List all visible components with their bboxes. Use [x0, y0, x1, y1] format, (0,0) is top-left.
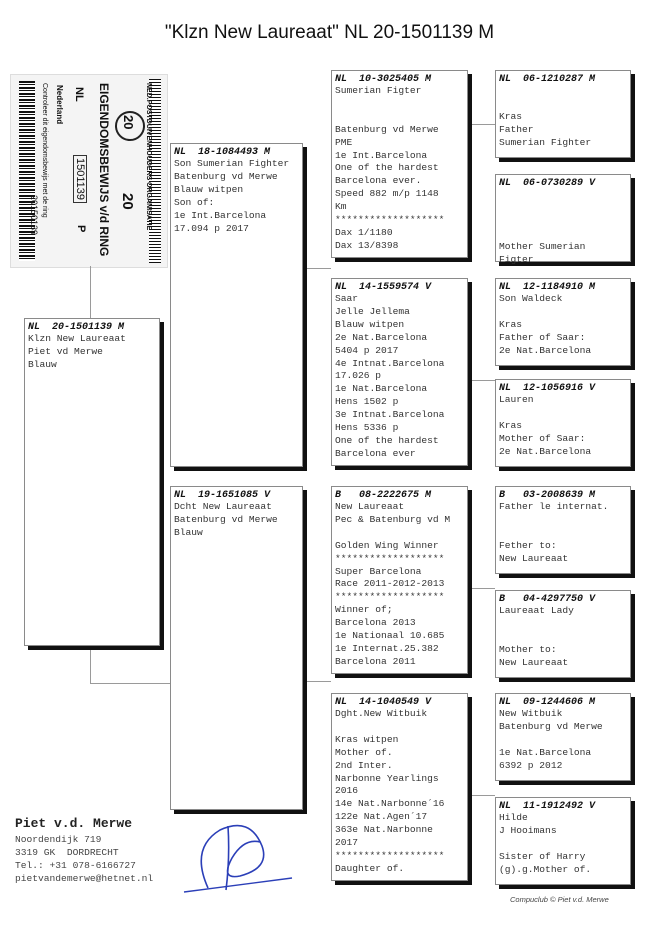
connector-line — [466, 795, 495, 796]
box-line: (g).g.Mother of. — [499, 863, 592, 875]
box-line: Dax 13/8398 — [335, 239, 399, 251]
card-serial: 20150139 — [29, 195, 39, 236]
box-lines — [496, 293, 630, 358]
box-line: Batenburg vd Merwe — [174, 170, 278, 182]
box-line: Narbonne Yearlings — [335, 772, 439, 784]
box-lines — [332, 708, 467, 876]
pedigree-box-sire — [170, 143, 303, 467]
box-line — [499, 514, 630, 527]
box-line: Son of: — [174, 196, 215, 208]
box-line: Blauw — [28, 358, 57, 370]
box-line: 5404 p 2017 — [335, 344, 399, 356]
box-line: 3e Intnat.Barcelona — [335, 409, 445, 421]
box-line: Mother of. — [335, 746, 393, 758]
box-line — [499, 228, 630, 241]
box-line: Father le internat. — [499, 501, 609, 512]
owner-name: Piet v.d. Merwe — [15, 816, 133, 831]
box-line — [499, 306, 630, 319]
card-year: 20 — [121, 115, 136, 130]
box-lines — [25, 333, 159, 372]
box-line: Figter — [499, 253, 534, 265]
box-lines — [332, 85, 467, 253]
box-line: 4e Intnat.Barcelona — [335, 357, 445, 369]
box-line: PME — [335, 136, 353, 148]
pedigree-box-dam — [170, 486, 303, 810]
box-line — [499, 98, 630, 111]
box-line: Batenburg vd Merwe — [174, 513, 278, 525]
pedigree-box-sire-dam — [331, 278, 468, 466]
pedigree-box-sss — [495, 70, 631, 158]
box-line: Father — [499, 123, 534, 135]
box-line: Sister of Harry — [499, 850, 586, 862]
box-lines — [171, 158, 302, 235]
box-line — [499, 189, 630, 202]
box-line: Son Waldeck — [499, 293, 563, 304]
box-line: 122e Nat.Agen´17 — [335, 811, 428, 823]
box-line — [335, 721, 467, 734]
card-ring-number: 1501139 — [73, 155, 87, 203]
ring-number: NL 14-1559574 V — [335, 282, 432, 293]
box-line: 1e Int.Barcelona — [174, 209, 267, 221]
pedigree-box-subject — [24, 318, 160, 646]
box-line: ******************* — [335, 552, 445, 564]
pedigree-title: "Klzn New Laureaat" NL 20-1501139 M — [164, 22, 495, 43]
box-line: Km — [335, 201, 347, 213]
box-line: Mother of Saar: — [499, 432, 586, 444]
box-lines — [332, 501, 467, 669]
card-heading: EIGENDOMSBEWIJS v/d RING — [97, 83, 111, 257]
box-line: ******************* — [335, 849, 445, 861]
ring-number: B 03-2008639 M — [499, 490, 596, 501]
pedigree-box-dss — [495, 486, 631, 574]
ring-number: NL 09-1244606 M — [499, 697, 596, 708]
box-line: 1e Nationaal 10.685 — [335, 630, 445, 642]
box-line: Speed 882 m/p 1148 — [335, 188, 439, 200]
box-line — [499, 215, 630, 228]
box-line: 2e Nat.Barcelona — [335, 331, 428, 343]
box-line: Kras — [499, 318, 523, 330]
box-line: Barcelona ever — [335, 447, 416, 459]
pedigree-box-sire-sire — [331, 70, 468, 258]
box-line: 17.094 p 2017 — [174, 222, 249, 234]
box-line: Barcelona 2013 — [335, 617, 416, 629]
box-line: 2017 — [335, 837, 359, 849]
box-line: Fether to: — [499, 539, 557, 551]
box-line: Lauren — [499, 394, 534, 405]
box-line: Father of Saar: — [499, 331, 586, 343]
box-lines — [496, 812, 630, 877]
box-line: Jelle Jellema — [335, 305, 410, 317]
box-lines — [496, 605, 630, 670]
ring-certificate-card — [10, 74, 168, 268]
box-line: 17.026 p — [335, 370, 382, 382]
signature-graphic — [180, 818, 300, 898]
box-line: Sumerian Figter — [335, 85, 422, 96]
box-line: One of the hardest — [335, 162, 439, 174]
connector-line — [466, 124, 495, 125]
box-line — [499, 407, 630, 420]
connector-line — [90, 266, 91, 318]
connector-line — [301, 268, 331, 269]
ring-number: NL 18-1084493 M — [174, 147, 271, 158]
box-line: Dght.New Witbuik — [335, 708, 428, 719]
box-line: New Laureaat — [335, 501, 405, 512]
box-line: Klzn New Laureaat — [28, 333, 126, 344]
box-line: Mother Sumerian — [499, 240, 586, 252]
box-lines — [496, 189, 630, 266]
box-lines — [496, 501, 630, 566]
owner-street: Noordendijk 719 — [15, 834, 102, 845]
card-year-large: 20 — [119, 193, 136, 210]
ring-number: NL 12-1056916 V — [499, 383, 596, 394]
card-country: Nederland — [55, 85, 64, 125]
ring-number: NL 11-1912492 V — [499, 801, 596, 812]
box-lines — [332, 293, 467, 461]
card-small-text: Controleer dit eigendomsbewijs met de ring — [41, 83, 48, 218]
box-line: Dcht New Laureaat — [174, 501, 272, 512]
box-line: Super Barcelona — [335, 565, 422, 577]
box-line: ******************* — [335, 591, 445, 603]
box-line: J Hooimans — [499, 824, 557, 836]
pedigree-box-ddd — [495, 797, 631, 885]
connector-line — [90, 647, 91, 683]
box-line: 1e Nat.Barcelona — [335, 383, 428, 395]
ring-number: NL 20-1501139 M — [28, 322, 125, 333]
ring-number: NL 14-1040549 V — [335, 697, 432, 708]
box-line: 1e Internat.25.382 — [335, 642, 439, 654]
box-line: Kras — [499, 419, 523, 431]
pedigree-box-dam-dam — [331, 693, 468, 881]
box-line: 6392 p 2012 — [499, 759, 563, 771]
box-line: Golden Wing Winner — [335, 539, 439, 551]
connector-line — [466, 380, 495, 381]
box-line — [335, 98, 467, 111]
copyright-text: Compuclub © Piet v.d. Merwe — [510, 895, 609, 904]
box-line: Blauw witpen — [335, 318, 405, 330]
box-line: Mother to: — [499, 643, 557, 655]
card-country-code: NL — [73, 87, 85, 102]
box-line: Batenburg vd Merwe — [335, 123, 439, 135]
pedigree-box-dam-sire — [331, 486, 468, 674]
card-org: NED.POSTDUIVENHOUDERS ORGANISATIE — [145, 83, 152, 231]
ring-number: NL 10-3025405 M — [335, 74, 432, 85]
box-line: 2016 — [335, 785, 359, 797]
box-lines — [496, 85, 630, 150]
box-line: One of the hardest — [335, 434, 439, 446]
box-line — [499, 734, 630, 747]
ring-number: NL 12-1184910 M — [499, 282, 596, 293]
owner-city: 3319 GK DORDRECHT — [15, 847, 119, 858]
box-line: Hens 1502 p — [335, 396, 399, 408]
box-line: 14e Nat.Narbonne´16 — [335, 798, 445, 810]
box-line: Winner of; — [335, 604, 393, 616]
box-line: 2e Nat.Barcelona — [499, 344, 592, 356]
owner-phone: Tel.: +31 078-6166727 — [15, 860, 136, 871]
box-line: Sumerian Fighter — [499, 136, 592, 148]
pedigree-box-dsd — [495, 590, 631, 678]
box-line: ******************* — [335, 214, 445, 226]
ring-number: B 04-4297750 V — [499, 594, 596, 605]
card-gender-mark: P — [75, 225, 87, 233]
box-line: Barcelona ever. — [335, 175, 422, 187]
box-line: Saar — [335, 293, 359, 304]
box-line: Piet vd Merwe — [28, 345, 103, 357]
box-line: Batenburg vd Merwe — [499, 720, 603, 732]
box-lines — [171, 501, 302, 540]
box-line — [499, 618, 630, 631]
pedigree-box-sdd — [495, 379, 631, 467]
box-line: Race 2011-2012-2013 — [335, 578, 445, 590]
box-lines — [496, 394, 630, 459]
box-line: 2e Nat.Barcelona — [499, 445, 592, 457]
ring-number: NL 06-1210287 M — [499, 74, 596, 85]
box-line — [499, 838, 630, 851]
box-line: Hilde — [499, 812, 528, 823]
connector-line — [90, 683, 170, 684]
box-line: Barcelona 2011 — [335, 655, 416, 667]
owner-email: pietvandemerwe@hetnet.nl — [15, 873, 154, 884]
box-line: Blauw — [174, 526, 203, 538]
box-line: 1e Int.Barcelona — [335, 149, 428, 161]
box-line — [335, 111, 467, 124]
ring-number: NL 06-0730289 V — [499, 178, 596, 189]
box-line: Dax 1/1180 — [335, 226, 393, 238]
box-line — [335, 527, 467, 540]
box-line: Kras — [499, 110, 523, 122]
box-line: New Laureaat — [499, 552, 569, 564]
box-lines — [496, 708, 630, 773]
box-line: Son Sumerian Fighter — [174, 158, 290, 169]
box-line — [499, 85, 630, 98]
box-line: New Laureaat — [499, 656, 569, 668]
box-line: Hens 5336 p — [335, 422, 399, 434]
connector-line — [466, 588, 495, 589]
box-line — [499, 202, 630, 215]
ring-number: NL 19-1651085 V — [174, 490, 271, 501]
box-line: Blauw witpen — [174, 183, 244, 195]
pedigree-box-sds — [495, 278, 631, 366]
box-line — [499, 527, 630, 540]
pedigree-box-ssd — [495, 174, 631, 265]
box-line: 363e Nat.Narbonne — [335, 824, 433, 836]
box-line: Pec & Batenburg vd M — [335, 513, 451, 525]
pedigree-box-dds — [495, 693, 631, 781]
box-line: New Witbuik — [499, 708, 563, 719]
box-line: Kras witpen — [335, 733, 399, 745]
connector-line — [301, 681, 331, 682]
box-line: 1e Nat.Barcelona — [499, 746, 592, 758]
box-line: Laureaat Lady — [499, 605, 574, 616]
ring-number: B 08-2222675 M — [335, 490, 432, 501]
box-line — [499, 631, 630, 644]
box-line: 2nd Inter. — [335, 759, 393, 771]
box-line: Daughter of. — [335, 862, 405, 874]
